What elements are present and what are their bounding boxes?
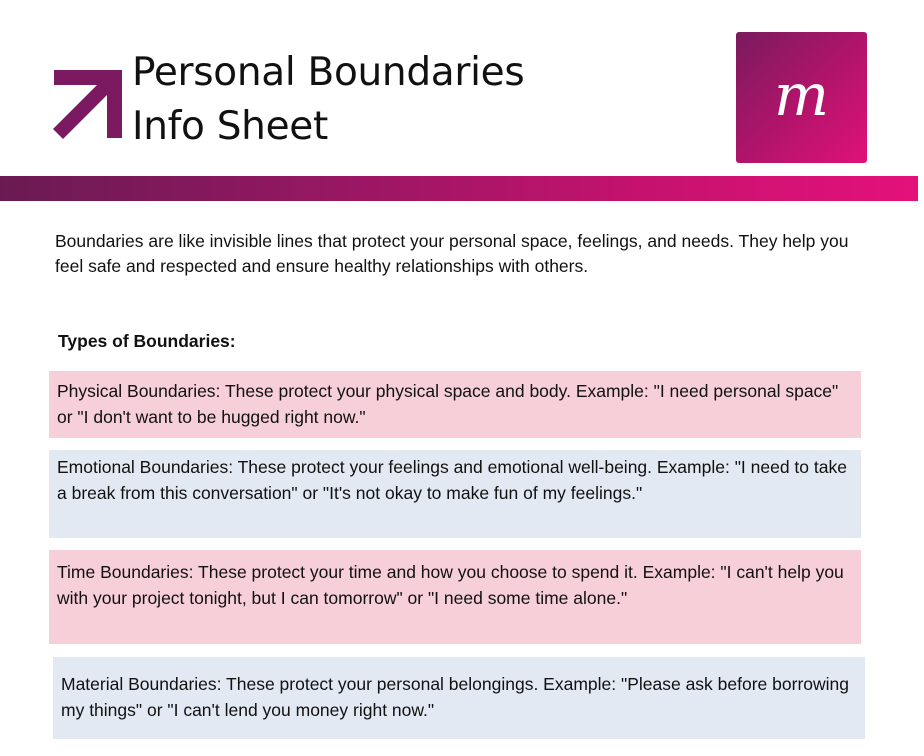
title-line-2: Info Sheet <box>132 104 328 149</box>
boundary-card-material: Material Boundaries: These protect your personal belongings. Example: "Please ask before borrowing my things" or "I can't lend you money right now." <box>53 657 865 739</box>
title-line-1: Personal Boundaries <box>132 50 525 95</box>
arrow-up-right-icon <box>52 70 122 140</box>
boundary-card-physical: Physical Boundaries: These protect your physical space and body. Example: "I need personal space" or "I don't want to be hugged right now." <box>49 371 861 438</box>
intro-paragraph: Boundaries are like invisible lines that protect your personal space, feelings, and needs. They help you feel safe and respected and ensure healthy relationships with others. <box>55 231 849 276</box>
types-heading: Types of Boundaries: <box>58 331 236 351</box>
page-title <box>132 46 524 154</box>
boundary-card-emotional: Emotional Boundaries: These protect your feelings and emotional well-being. Example: "I need to take a break from this conversation" or "It's not okay to make fun of my feelings." <box>49 450 861 538</box>
header-divider-band <box>0 176 918 201</box>
brand-logo <box>736 32 867 163</box>
logo-letter: m <box>774 60 829 129</box>
boundary-card-time: Time Boundaries: These protect your time and how you choose to spend it. Example: "I can't help you with your project tonight, but I can tomorrow" or "I need some time alone." <box>49 550 861 644</box>
